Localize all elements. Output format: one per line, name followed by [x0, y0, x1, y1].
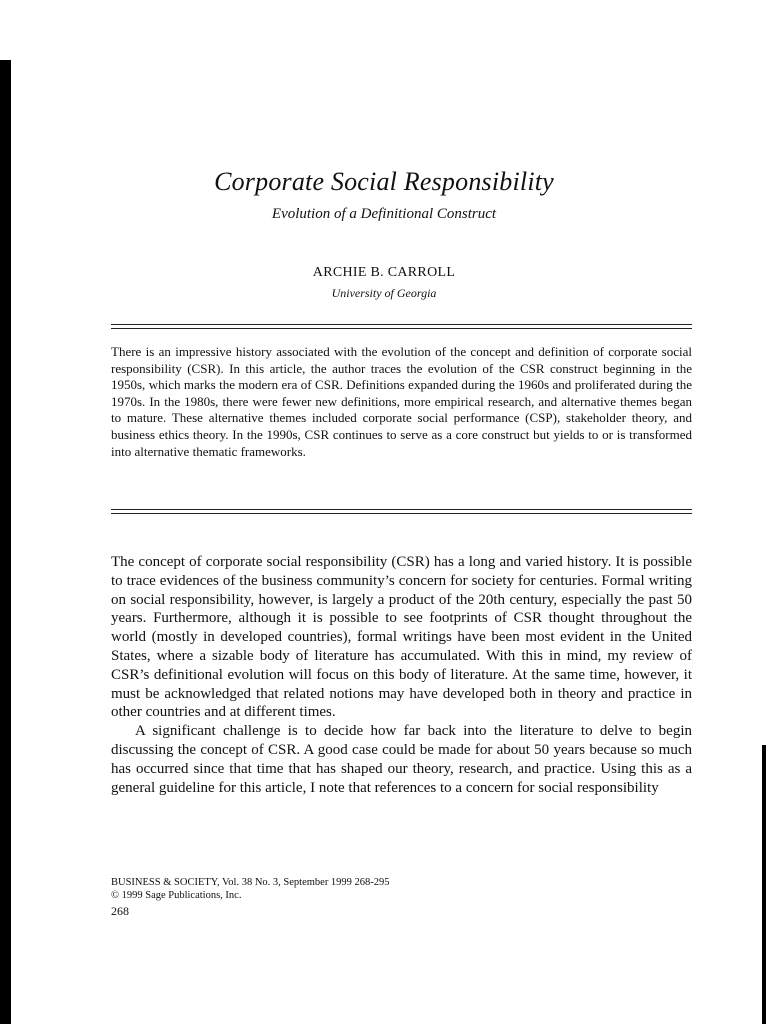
author-name: ARCHIE B. CARROLL — [312, 265, 456, 280]
author-affiliation: University of Georgia — [331, 286, 437, 300]
copyright-notice: © 1999 Sage Publications, Inc. — [111, 890, 242, 901]
article-title: Corporate Social Responsibility — [214, 167, 554, 196]
journal-citation: BUSINESS & SOCIETY, Vol. 38 No. 3, September 1999 268-295 — [111, 877, 390, 888]
article-body — [111, 553, 692, 797]
body-paragraph: A significant challenge is to decide how far back into the literature to delve to begin discussing the concept of CSR. A good case could be made for about 50 years because so much has occurred since that time that has shaped our theory, research, and practice. Using this as a general guideline for this article, I note that references to a concern for social responsibility — [111, 723, 692, 796]
abstract-bottom-rule — [111, 509, 692, 510]
scan-edge-right — [762, 745, 766, 1024]
abstract-top-rule-inner — [111, 328, 692, 329]
abstract-bottom-rule-inner — [111, 513, 692, 514]
article-subtitle: Evolution of a Definitional Construct — [271, 206, 497, 222]
body-paragraph: The concept of corporate social responsibility (CSR) has a long and varied history. It is possible to trace evidences of the business community’s concern for society for centuries. Formal writing on social responsibility, however, is largely a product of the 20th century, especially the past 50 years. Furthermore, although it is possible to see footprints of CSR thought throughout the world (mostly in developed countries), formal writings have been most evident in the United States, where a sizable body of literature has accumulated. With this in mind, my review of CSR’s definitional evolution will focus on this body of literature. At the same time, however, it must be acknowledged that related notions may have developed both in theory and practice in other countries and at different times. — [111, 554, 692, 721]
page-number: 268 — [111, 904, 129, 918]
abstract: There is an impressive history associated with the evolution of the concept and definition of corporate social responsibility (CSR). In this article, the author traces the evolution of the CSR construct beginning in the 1950s, which marks the modern era of CSR. Definitions expanded during the 1960s and proliferated during the 1970s. In the 1980s, there were fewer new definitions, more empirical research, and alternative themes began to mature. These alternative themes included corporate social performance (CSP), stakeholder theory, and business ethics theory. In the 1990s, CSR continues to serve as a core construct but yields to or is transformed into alternative thematic frameworks. — [111, 344, 692, 459]
page-footer — [111, 876, 611, 919]
abstract-top-rule — [111, 324, 692, 325]
